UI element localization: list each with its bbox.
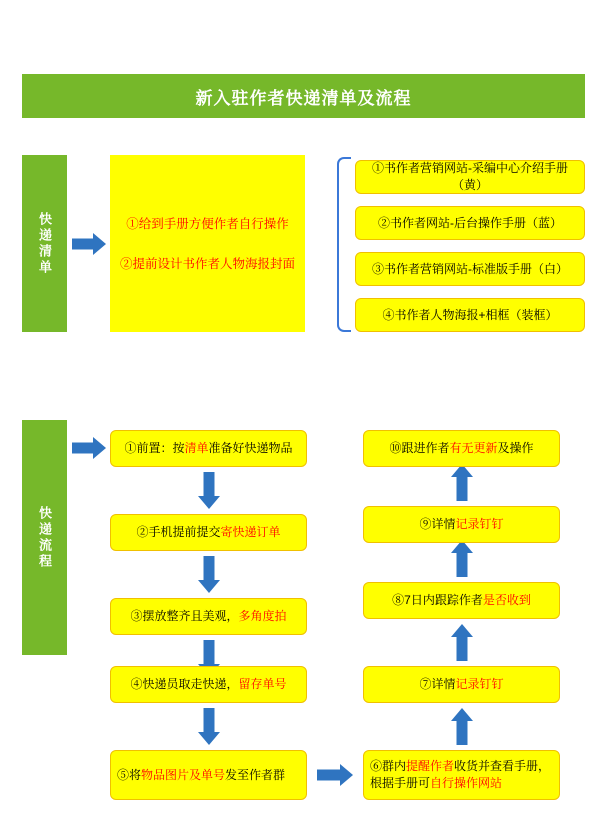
flow-step-7	[363, 666, 560, 703]
flow-step-6	[363, 750, 560, 800]
flow-step-1	[110, 430, 307, 467]
flow-step-10	[363, 430, 560, 467]
manual-item-4: ④书作者人物海报+相框（装框）	[355, 298, 585, 332]
section-label-checklist	[22, 155, 67, 332]
arrow-checklist-to-items	[72, 233, 106, 255]
flow-step-10-text: ⑩跟进作者有无更新及操作	[389, 441, 534, 455]
flow-step-4	[110, 666, 307, 703]
arrow-step1-step2	[197, 472, 221, 509]
flow-step-1-text: ①前置：按清单准备好快递物品	[124, 441, 293, 455]
flow-step-7-text: ⑦详情记录钉钉	[419, 677, 504, 691]
manual-item-1: ①书作者营销网站-采编中心介绍手册（黄）	[355, 160, 585, 194]
flow-step-5-text: ⑤将物品图片及单号发至作者群	[117, 767, 286, 782]
manual-item-2: ②书作者网站-后台操作手册（蓝）	[355, 206, 585, 240]
flow-step-4-text: ④快递员取走快递，留存单号	[130, 677, 287, 691]
arrow-step7-step8	[450, 624, 474, 661]
flow-step-2-text: ②手机提前提交寄快递订单	[136, 525, 281, 539]
section-label-flow-text: 快递流程	[37, 505, 52, 570]
flow-step-6-text: ⑥群内提醒作者收货并查看手册，根据手册可自行操作网站	[370, 759, 551, 790]
section-label-flow	[22, 420, 67, 655]
flow-step-5	[110, 750, 307, 800]
checklist-item-1: ①给到手册方便作者自行操作	[126, 216, 289, 231]
flow-step-8-text: ⑧7日内跟踪作者是否收到	[392, 593, 531, 607]
flow-step-8	[363, 582, 560, 619]
flow-step-3-text: ③摆放整齐且美观，多角度拍	[130, 609, 287, 623]
arrow-flow-to-step1	[72, 437, 106, 459]
checklist-item-2: ②提前设计书作者人物海报封面	[120, 256, 296, 271]
flow-step-2	[110, 514, 307, 551]
arrow-step8-step9	[450, 540, 474, 577]
flow-step-9-text: ⑨详情记录钉钉	[419, 517, 504, 531]
checklist-items-block	[110, 155, 305, 332]
manual-item-3: ③书作者营销网站-标准版手册（白）	[355, 252, 585, 286]
arrow-step4-step5	[197, 708, 221, 745]
flow-step-3	[110, 598, 307, 635]
flow-step-9	[363, 506, 560, 543]
arrow-step2-step3	[197, 556, 221, 593]
arrow-step6-step7	[450, 708, 474, 745]
page-title: 新入驻作者快递清单及流程	[22, 74, 585, 118]
arrow-step9-step10	[450, 464, 474, 501]
arrow-step5-step6	[317, 764, 353, 786]
manual-list-bracket	[337, 157, 351, 332]
section-label-checklist-text: 快递清单	[37, 211, 52, 276]
